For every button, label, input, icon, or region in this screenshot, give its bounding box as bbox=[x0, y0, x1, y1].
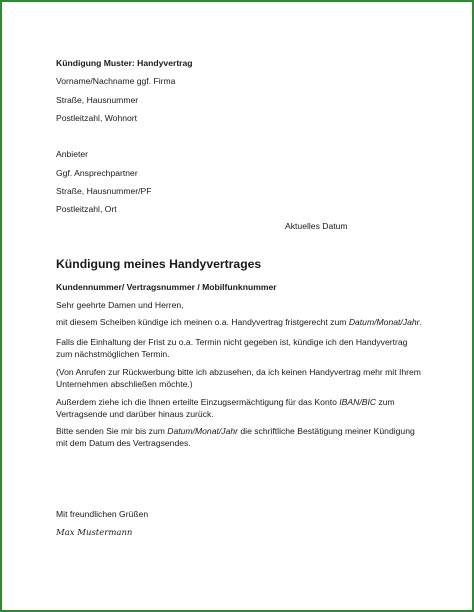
recipient-city: Postleitzahl, Ort bbox=[56, 204, 117, 214]
paragraph-termination-end: . bbox=[419, 317, 422, 327]
closing-phrase: Mit freundlichen Grüßen bbox=[56, 509, 149, 519]
document-title: Kündigung Muster: Handyvertrag bbox=[56, 58, 193, 68]
handwritten-signature: Max Mustermann bbox=[56, 528, 133, 538]
paragraph-direct-debit-end: zum Vertragsende und darüber hinaus zurück. bbox=[56, 397, 395, 419]
date-placeholder: Datum/Monat/Jahr bbox=[348, 317, 420, 327]
sender-street: Straße, Hausnummer bbox=[56, 95, 139, 105]
paragraph-direct-debit bbox=[56, 396, 426, 420]
paragraph-termination bbox=[56, 316, 426, 328]
salutation: Sehr geehrte Damen und Herren, bbox=[56, 300, 184, 310]
paragraph-confirmation-end: die schriftliche Bestätigung meiner Kündigung mit dem Datum des Vertragsendes. bbox=[56, 426, 415, 448]
paragraph-direct-debit-text: Außerdem ziehe ich die Ihnen erteilte Einzugsermächtigung für das Konto bbox=[56, 397, 340, 407]
paragraph-confirmation-text: Bitte senden Sie mir bis zum bbox=[56, 426, 168, 436]
recipient-contact: Ggf. Ansprechpartner bbox=[56, 168, 138, 178]
sender-city: Postleitzahl, Wohnort bbox=[56, 113, 138, 123]
recipient-label: Anbieter bbox=[56, 149, 89, 159]
letter-date: Aktuelles Datum bbox=[285, 221, 348, 231]
iban-placeholder: IBAN/BIC bbox=[339, 397, 377, 407]
paragraph-confirmation bbox=[56, 425, 426, 449]
recipient-street: Straße, Hausnummer/PF bbox=[56, 186, 152, 196]
date-placeholder: Datum/Monat/Jahr bbox=[167, 426, 238, 436]
sender-name: Vorname/Nachname ggf. Firma bbox=[56, 76, 176, 86]
paragraph-no-callback: (Von Anrufen zur Rückwerbung bitte ich abzusehen, da ich keinen Handyvertrag mehr mit Ihrem Unternehmen abschließen möchte.) bbox=[56, 367, 421, 389]
paragraph-fallback-date: Falls die Einhaltung der Frist zu o.a. Termin nicht gegeben ist, kündige ich den Handyvertrag zum nächstmöglichen Termin. bbox=[56, 337, 408, 359]
paragraph-termination-text: mit diesem Scheiben kündige ich meinen o.a. Handyvertrag fristgerecht zum bbox=[56, 317, 349, 327]
reference-line: Kundennummer/ Vertragsnummer / Mobilfunknummer bbox=[56, 282, 277, 292]
letter-subject: Kündigung meines Handyvertrages bbox=[56, 257, 262, 271]
